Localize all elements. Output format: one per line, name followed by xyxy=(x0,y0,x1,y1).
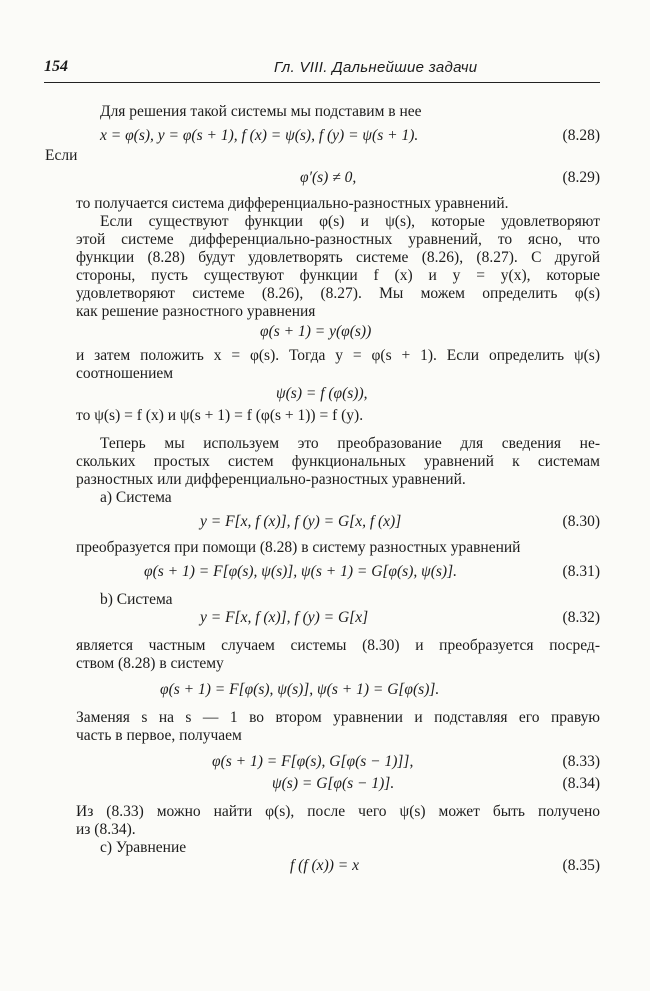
text-line: Теперь мы используем это преобразование для сведения не- xyxy=(100,435,600,452)
equation-number: (8.35) xyxy=(562,857,600,874)
equation-body: x = φ(s), y = φ(s + 1), f (x) = ψ(s), f (y) = ψ(s + 1). xyxy=(100,127,419,144)
text-line: разностных или дифференциально-разностных уравнений. xyxy=(76,471,466,488)
text-line: как решение разностного уравнения xyxy=(76,303,316,320)
running-title: Гл. VIII. Дальнейшие задачи xyxy=(274,59,478,76)
equation-number: (8.29) xyxy=(562,169,600,186)
equation-body: φ(s + 1) = y(φ(s)) xyxy=(260,323,372,340)
equation-body: y = F[x, f (x)], f (y) = G[x] xyxy=(200,609,369,626)
text-line: то ψ(s) = f (x) и ψ(s + 1) = f (φ(s + 1)) = f (y). xyxy=(76,407,364,424)
text-line: из (8.34). xyxy=(76,821,136,838)
equation-body: ψ(s) = G[φ(s − 1)]. xyxy=(272,775,395,792)
equation-number: (8.30) xyxy=(562,513,600,530)
equation-body: f (f (x)) = x xyxy=(290,857,359,874)
equation-body: φ(s + 1) = F[φ(s), G[φ(s − 1)]], xyxy=(212,753,414,770)
equation-number: (8.28) xyxy=(562,127,600,144)
text-line: Из (8.33) можно найти φ(s), после чего ψ(s) может быть получено xyxy=(76,803,600,820)
text-line: Заменяя s на s — 1 во втором уравнении и подставляя его правую xyxy=(76,709,600,726)
text-line: преобразуется при помощи (8.28) в систему разностных уравнений xyxy=(76,539,521,556)
equation-body: φ(s + 1) = F[φ(s), ψ(s)], ψ(s + 1) = G[φ(s)]. xyxy=(160,681,440,698)
page-number: 154 xyxy=(44,58,68,75)
text-line: скольких простых систем функциональных уравнений к системам xyxy=(76,453,600,470)
text-line: функции (8.28) будут удовлетворять системе (8.26), (8.27). С другой xyxy=(76,249,600,266)
equation-number: (8.34) xyxy=(562,775,600,792)
equation-body: ψ(s) = f (φ(s)), xyxy=(276,385,368,402)
text-line: то получается система дифференциально-разностных уравнений. xyxy=(76,195,509,212)
text-line: удовлетворяют системе (8.26), (8.27). Мы можем определить φ(s) xyxy=(76,285,600,302)
text-line: стороны, пусть существуют функции f (x) и y = y(x), которые xyxy=(76,267,600,284)
text-line: ством (8.28) в систему xyxy=(76,655,224,672)
text-line: c) Уравнение xyxy=(100,839,187,856)
text-line: Для решения такой системы мы подставим в нее xyxy=(100,103,422,120)
text-line: Если существуют функции φ(s) и ψ(s), которые удовлетворяют xyxy=(100,213,600,230)
text-line: и затем положить x = φ(s). Тогда y = φ(s + 1). Если определить ψ(s) xyxy=(76,347,600,364)
text-line: этой системе дифференциально-разностных уравнений, то ясно, что xyxy=(76,231,600,248)
equation-number: (8.32) xyxy=(562,609,600,626)
page-header xyxy=(44,58,600,83)
text-line: Если xyxy=(45,147,78,164)
text-line: является частным случаем системы (8.30) и преобразуется посред- xyxy=(76,637,600,654)
text-line: a) Система xyxy=(100,489,172,506)
text-line: соотношением xyxy=(76,365,174,382)
text-line: b) Система xyxy=(100,591,173,608)
equation-number: (8.31) xyxy=(562,563,600,580)
equation-body: φ(s + 1) = F[φ(s), ψ(s)], ψ(s + 1) = G[φ(s), ψ(s)]. xyxy=(144,563,457,580)
equation-number: (8.33) xyxy=(562,753,600,770)
text-line: часть в первое, получаем xyxy=(76,727,242,744)
equation-body: φ′(s) ≠ 0, xyxy=(300,169,357,186)
equation-body: y = F[x, f (x)], f (y) = G[x, f (x)] xyxy=(200,513,402,530)
